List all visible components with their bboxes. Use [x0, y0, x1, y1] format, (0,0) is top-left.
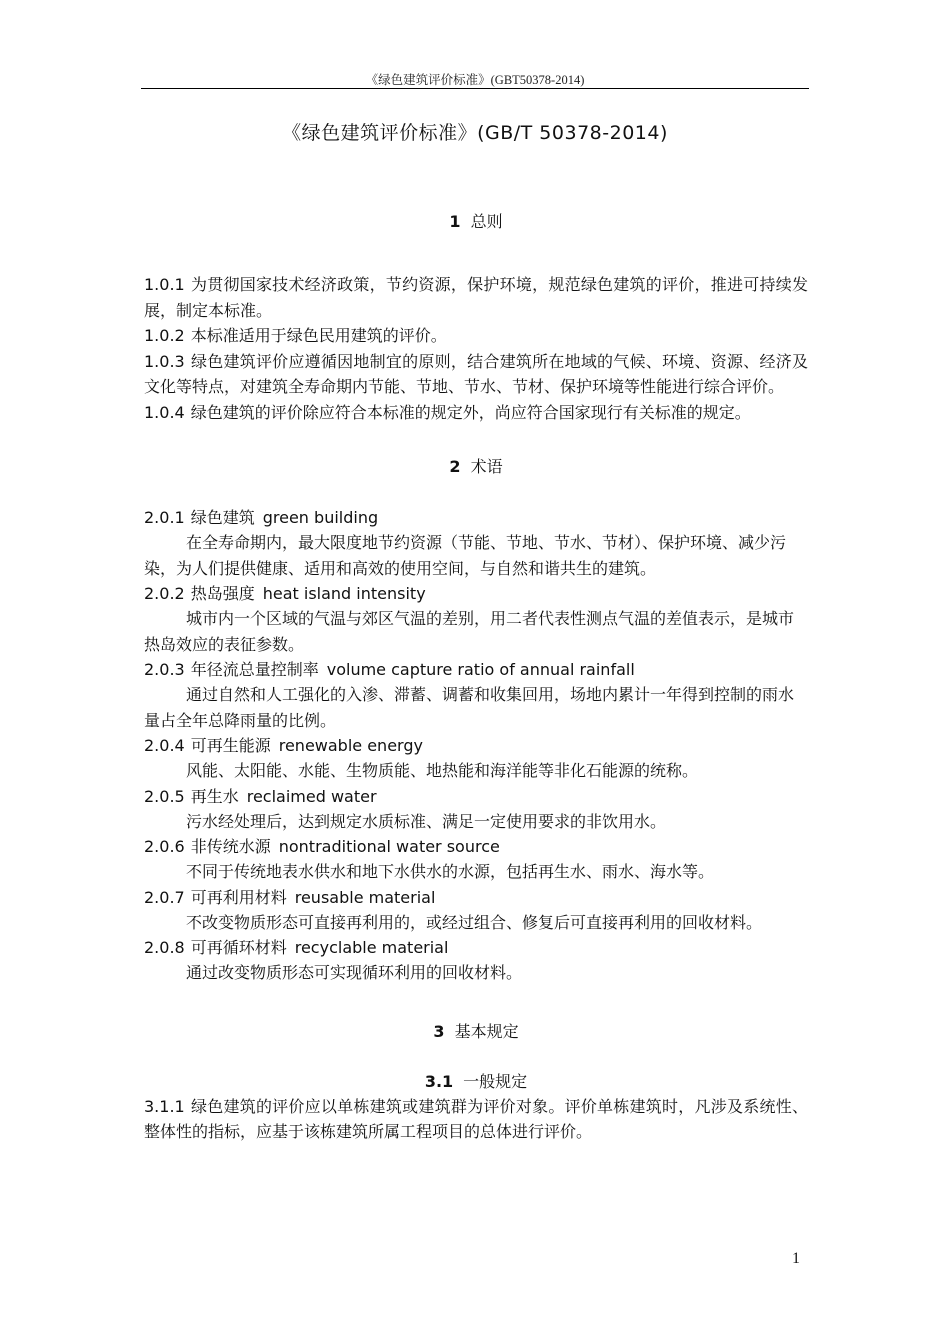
clause-1-0-3 — [144, 349, 808, 400]
term-definition: 通过自然和人工强化的入渗、滞蓄、调蓄和收集回用，场地内累计一年得到控制的雨水量占全年总降雨量的比例。 — [144, 685, 795, 730]
term-2-0-6 — [144, 834, 808, 859]
term-number: 2.0.8 — [144, 938, 185, 957]
section-3-1-heading — [144, 1070, 808, 1094]
clause-text: 为贯彻国家技术经济政策，节约资源，保护环境，规范绿色建筑的评价，推进可持续发展，制定本标准。 — [144, 275, 808, 320]
term-definition: 风能、太阳能、水能、生物质能、地热能和海洋能等非化石能源的统称。 — [186, 761, 699, 780]
clause-number: 1.0.4 — [144, 402, 185, 422]
term-zh: 年径流总量控制率 — [190, 660, 319, 679]
term-zh: 热岛强度 — [190, 584, 255, 603]
term-en: reusable material — [294, 887, 436, 907]
term-en: reclaimed water — [246, 786, 377, 806]
term-number: 2.0.1 — [144, 508, 185, 527]
term-number: 2.0.2 — [144, 584, 185, 603]
clause-number: 1.0.2 — [144, 326, 185, 345]
term-en: recyclable material — [294, 938, 449, 957]
chapter-title: 基本规定 — [454, 1021, 519, 1041]
clause-text: 绿色建筑的评价除应符合本标准的规定外，尚应符合国家现行有关标准的规定。 — [190, 402, 751, 422]
term-en: volume capture ratio of annual rainfall — [326, 660, 635, 679]
term-number: 2.0.4 — [144, 736, 185, 755]
clause-number: 1.0.3 — [144, 351, 185, 371]
clause-text: 本标准适用于绿色民用建筑的评价。 — [190, 326, 447, 345]
page-number: 1 — [792, 1250, 800, 1267]
term-zh: 可再利用材料 — [190, 887, 287, 907]
chapter-title: 总则 — [470, 212, 503, 231]
term-2-0-2 — [144, 581, 808, 606]
clause-1-0-4 — [144, 400, 808, 426]
clause-text: 绿色建筑的评价应以单栋建筑或建筑群为评价对象。评价单栋建筑时，凡涉及系统性、整体性的指标，应基于该栋建筑所属工程项目的总体进行评价。 — [144, 1096, 808, 1141]
chapter-2-heading — [144, 455, 808, 479]
term-2-0-8 — [144, 935, 808, 960]
term-zh: 再生水 — [190, 786, 239, 806]
clause-3-1-1 — [144, 1094, 808, 1145]
term-en: heat island intensity — [262, 584, 426, 603]
running-header: 《绿色建筑评价标准》(GBT50378-2014) — [365, 73, 585, 87]
term-zh: 可再循环材料 — [190, 938, 287, 957]
term-number: 2.0.7 — [144, 887, 185, 907]
term-2-0-7 — [144, 885, 808, 910]
term-number: 2.0.6 — [144, 837, 185, 856]
term-number: 2.0.3 — [144, 660, 185, 679]
chapter-number: 3 — [433, 1021, 445, 1041]
chapter-title: 术语 — [470, 457, 503, 476]
document-body — [144, 210, 808, 1145]
clause-1-0-2 — [144, 323, 808, 349]
term-zh: 可再生能源 — [190, 736, 271, 755]
term-definition: 在全寿命期内，最大限度地节约资源（节能、节地、节水、节材）、保护环境、减少污染，为人们提供健康、适用和高效的使用空间，与自然和谐共生的建筑。 — [144, 533, 787, 578]
term-2-0-3 — [144, 657, 808, 682]
term-definition: 不同于传统地表水供水和地下水供水的水源，包括再生水、雨水、海水等。 — [186, 862, 715, 881]
chapter-number: 2 — [449, 457, 461, 476]
term-definition: 城市内一个区域的气温与郊区气温的差别，用二者代表性测点气温的差值表示，是城市热岛效应的表征参数。 — [144, 609, 795, 654]
term-2-0-5 — [144, 784, 808, 809]
term-number: 2.0.5 — [144, 786, 185, 806]
term-en: renewable energy — [278, 736, 423, 755]
clause-1-0-1 — [144, 272, 808, 323]
term-2-0-4 — [144, 733, 808, 758]
term-en: nontraditional water source — [278, 837, 500, 856]
term-2-0-1 — [144, 505, 808, 530]
term-zh: 绿色建筑 — [190, 508, 255, 527]
chapter-number: 1 — [449, 212, 461, 231]
clause-number: 3.1.1 — [144, 1096, 185, 1116]
section-number: 3.1 — [424, 1071, 454, 1091]
chapter-3-heading — [144, 1020, 808, 1044]
clause-number: 1.0.1 — [144, 275, 185, 294]
term-en: green building — [262, 508, 379, 527]
term-definition: 污水经处理后，达到规定水质标准、满足一定使用要求的非饮用水。 — [186, 811, 667, 831]
section-title: 一般规定 — [463, 1071, 528, 1091]
term-definition: 通过改变物质形态可实现循环利用的回收材料。 — [186, 963, 523, 982]
document-title: 《绿色建筑评价标准》(GB/T 50378-2014) — [282, 122, 668, 144]
term-definition: 不改变物质形态可直接再利用的，或经过组合、修复后可直接再利用的回收材料。 — [186, 912, 763, 932]
clause-text: 绿色建筑评价应遵循因地制宜的原则，结合建筑所在地域的气候、环境、资源、经济及文化等特点，对建筑全寿命期内节能、节地、节水、节材、保护环境等性能进行综合评价。 — [144, 351, 808, 396]
header-divider — [141, 88, 809, 89]
term-zh: 非传统水源 — [190, 837, 271, 856]
chapter-1-heading — [144, 210, 808, 234]
